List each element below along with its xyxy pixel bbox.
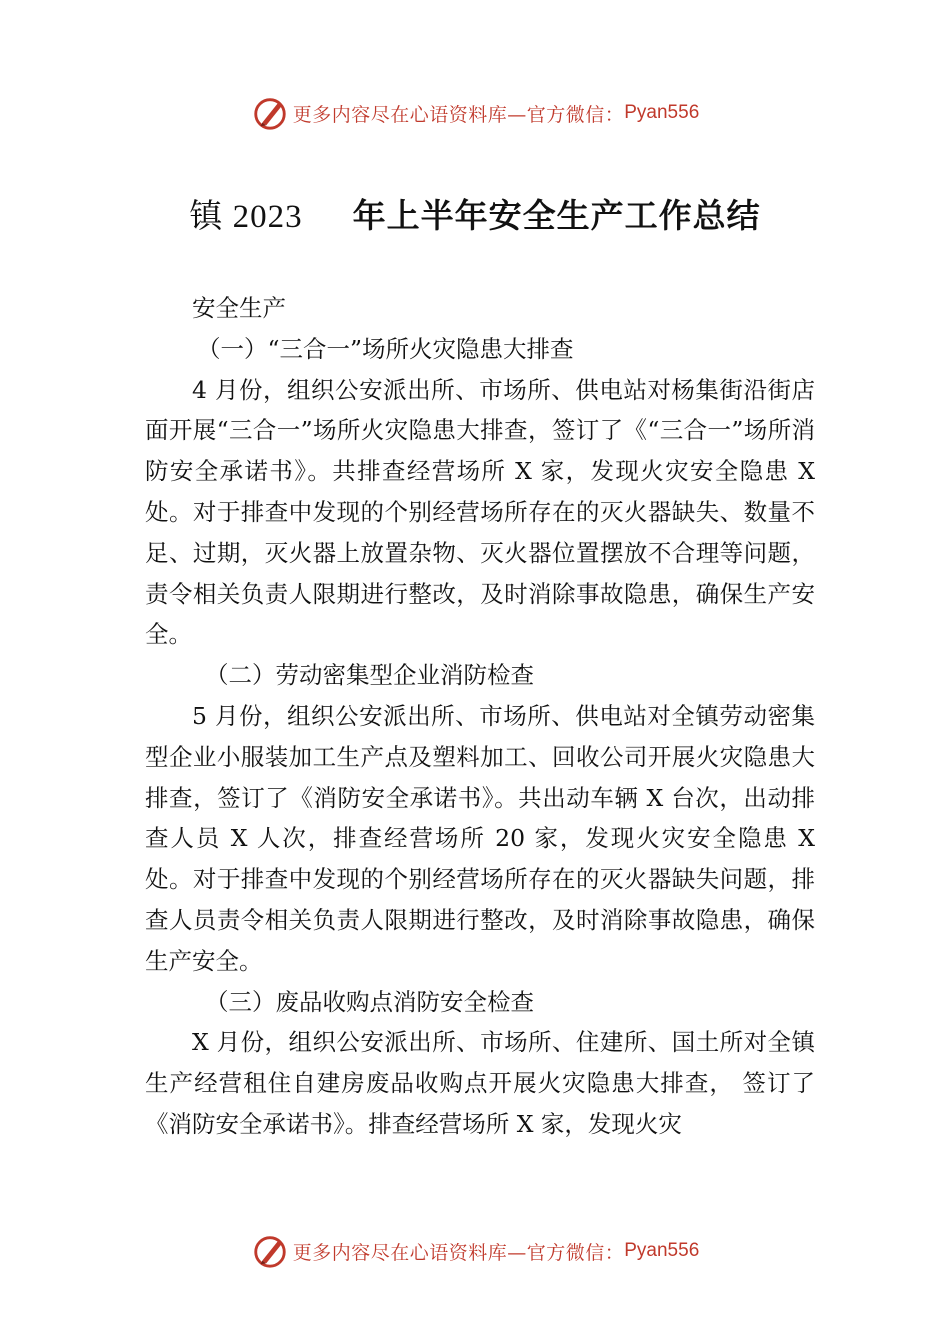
watermark-handle: Pyan556: [624, 102, 700, 123]
paragraph-3: X 月份，组织公安派出所、市场所、住建所、国土所对全镇生产经营租住自建房废品收购点开展火灾隐患大排查， 签订了《消防安全承诺书》。排查经营场所 X 家，发现火灾: [145, 1028, 815, 1138]
title-main: 年上半年安全生产工作总结: [352, 196, 761, 235]
pen-logo-icon: [251, 1232, 289, 1270]
watermark-footer: [0, 1232, 950, 1270]
document-body: [145, 288, 815, 1145]
watermark-handle: Pyan556: [624, 1240, 700, 1261]
pen-logo-icon: [251, 94, 289, 132]
heading-2: （二）劳动密集型企业消防检查: [205, 661, 534, 690]
section-label: 安全生产: [192, 294, 286, 322]
title-prefix: 镇 2023: [189, 199, 303, 235]
watermark-text: 更多内容尽在心语资料库—官方微信：: [292, 103, 625, 126]
page-title: [0, 190, 950, 237]
watermark-header: [0, 94, 950, 132]
heading-1: （一）“三合一”场所火灾隐患大排查: [197, 334, 574, 363]
paragraph-1: 4 月份，组织公安派出所、市场所、供电站对杨集街沿街店面开展“三合一”场所火灾隐患大排查，签订了《“三合一”场所消防安全承诺书》。共排查经营场所 X 家，发现火灾安全隐患 X 处。对于排查中发现的个别经营场所存在的灭火器缺失、数量不足、过期，灭火器上放置杂物、灭火器位置摆放不合理等问题，责令相关负责人限期进行整改，及时消除事故隐患，确保生产安全。: [145, 375, 815, 649]
watermark-text: 更多内容尽在心语资料库—官方微信：: [292, 1241, 625, 1264]
heading-3: （三）废品收购点消防安全检查: [205, 987, 534, 1016]
paragraph-2: 5 月份，组织公安派出所、市场所、供电站对全镇劳动密集型企业小服装加工生产点及塑料加工、回收公司开展火灾隐患大排查，签订了《消防安全承诺书》。共出动车辆 X 台次，出动排查人员 X 人次，排查经营场所 20 家，发现火灾安全隐患 X 处。对于排查中发现的个别经营场所存在的灭火器缺失问题，排查人员责令相关负责人限期进行整改，及时消除事故隐患，确保生产安全。: [145, 701, 815, 975]
